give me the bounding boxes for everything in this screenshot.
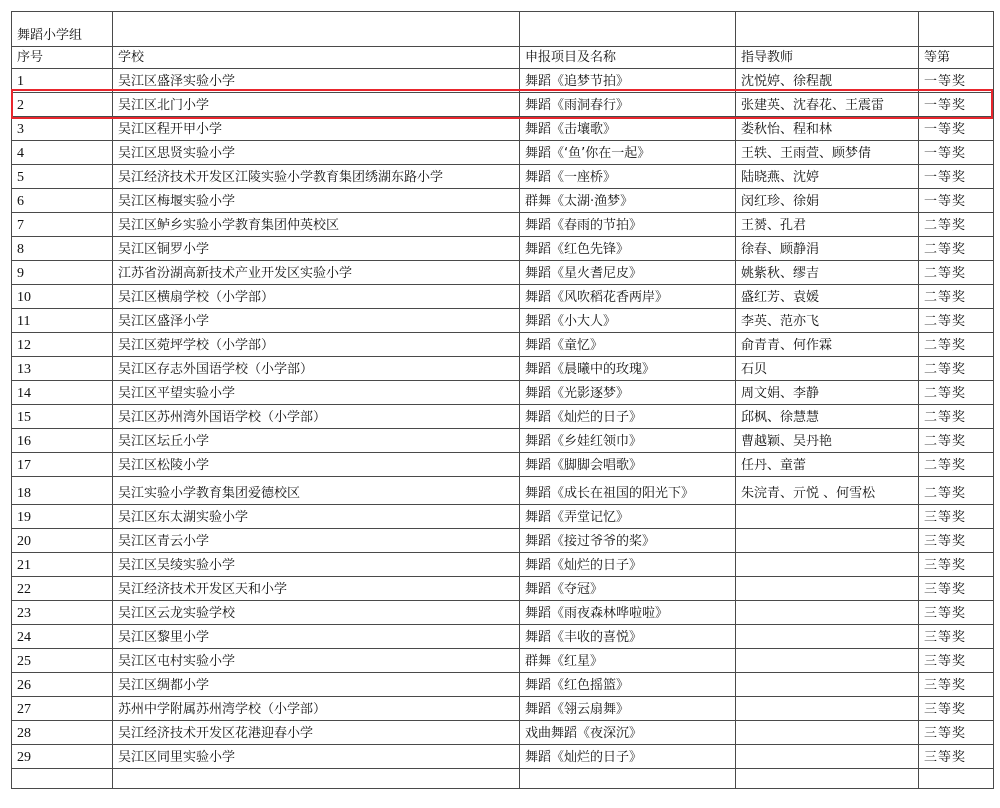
row-number: 18 — [12, 477, 113, 505]
row-number: 10 — [12, 285, 113, 309]
prize-level: 二等奖 — [919, 309, 994, 333]
prize-level: 二等奖 — [919, 429, 994, 453]
teacher-names: 曹越颖、吴丹艳 — [736, 429, 919, 453]
school-name: 吴江区盛泽小学 — [113, 309, 520, 333]
table-row — [12, 69, 994, 93]
prize-level: 二等奖 — [919, 453, 994, 477]
row-number: 12 — [12, 333, 113, 357]
header-teacher: 指导教师 — [736, 47, 919, 69]
title-row — [12, 12, 994, 47]
project-name: 舞蹈《雨洞春行》 — [520, 93, 736, 117]
prize-level: 二等奖 — [919, 285, 994, 309]
prize-level: 三等奖 — [919, 625, 994, 649]
school-name: 吴江经济技术开发区江陵实验小学教育集团绣湖东路小学 — [113, 165, 520, 189]
row-number: 13 — [12, 357, 113, 381]
teacher-names: 张建英、沈春花、王震雷 — [736, 93, 919, 117]
school-name: 吴江区东太湖实验小学 — [113, 505, 520, 529]
table-row — [12, 453, 994, 477]
prize-level: 三等奖 — [919, 505, 994, 529]
project-name: 戏曲舞蹈《夜深沉》 — [520, 721, 736, 745]
school-name: 吴江区平望实验小学 — [113, 381, 520, 405]
prize-level: 二等奖 — [919, 333, 994, 357]
teacher-names: 周文娟、李静 — [736, 381, 919, 405]
prize-level: 二等奖 — [919, 261, 994, 285]
school-name: 吴江区屯村实验小学 — [113, 649, 520, 673]
row-number: 15 — [12, 405, 113, 429]
header-no: 序号 — [12, 47, 113, 69]
teacher-names: 邱枫、徐慧慧 — [736, 405, 919, 429]
empty-cell — [520, 769, 736, 789]
row-number: 26 — [12, 673, 113, 697]
table-row — [12, 309, 994, 333]
project-name: 舞蹈《一座桥》 — [520, 165, 736, 189]
school-name: 吴江区同里实验小学 — [113, 745, 520, 769]
row-number: 21 — [12, 553, 113, 577]
row-number: 20 — [12, 529, 113, 553]
school-name: 吴江区坛丘小学 — [113, 429, 520, 453]
table-row — [12, 333, 994, 357]
project-name: 舞蹈《灿烂的日子》 — [520, 405, 736, 429]
table-row — [12, 357, 994, 381]
teacher-names: 娄秋怡、程和林 — [736, 117, 919, 141]
project-name: 舞蹈《红色摇篮》 — [520, 673, 736, 697]
row-number: 9 — [12, 261, 113, 285]
empty-cell — [736, 12, 919, 47]
table-row — [12, 553, 994, 577]
prize-level: 二等奖 — [919, 405, 994, 429]
empty-cell — [919, 12, 994, 47]
row-number: 2 — [12, 93, 113, 117]
teacher-names — [736, 673, 919, 697]
project-name: 舞蹈《脚脚会唱歌》 — [520, 453, 736, 477]
row-number: 17 — [12, 453, 113, 477]
school-name: 吴江实验小学教育集团爱德校区 — [113, 477, 520, 505]
project-name: 舞蹈《追梦节拍》 — [520, 69, 736, 93]
row-number: 16 — [12, 429, 113, 453]
teacher-names: 闵红珍、徐娟 — [736, 189, 919, 213]
teacher-names: 朱浣青、亓悦 、何雪松 — [736, 477, 919, 505]
project-name: 舞蹈《灿烂的日子》 — [520, 745, 736, 769]
teacher-names — [736, 577, 919, 601]
school-name: 吴江区菀坪学校（小学部） — [113, 333, 520, 357]
award-table — [11, 11, 994, 789]
teacher-names — [736, 625, 919, 649]
project-name: 舞蹈《灿烂的日子》 — [520, 553, 736, 577]
row-number: 22 — [12, 577, 113, 601]
row-number: 23 — [12, 601, 113, 625]
prize-level: 一等奖 — [919, 69, 994, 93]
school-name: 吴江经济技术开发区天和小学 — [113, 577, 520, 601]
project-name: 舞蹈《接过爷爷的桨》 — [520, 529, 736, 553]
teacher-names — [736, 721, 919, 745]
prize-level: 二等奖 — [919, 381, 994, 405]
teacher-names: 李英、范亦飞 — [736, 309, 919, 333]
school-name: 吴江区松陵小学 — [113, 453, 520, 477]
table-row — [12, 93, 994, 117]
project-name: 舞蹈《春雨的节拍》 — [520, 213, 736, 237]
teacher-names: 王轶、王雨萱、顾梦倩 — [736, 141, 919, 165]
school-name: 苏州中学附属苏州湾学校（小学部） — [113, 697, 520, 721]
header-row — [12, 47, 994, 69]
table-row — [12, 505, 994, 529]
row-number: 29 — [12, 745, 113, 769]
row-number: 7 — [12, 213, 113, 237]
teacher-names: 姚紫秋、缪吉 — [736, 261, 919, 285]
teacher-names — [736, 529, 919, 553]
teacher-names: 任丹、童蕾 — [736, 453, 919, 477]
project-name: 舞蹈《雨夜森林哗啦啦》 — [520, 601, 736, 625]
row-number: 24 — [12, 625, 113, 649]
prize-level: 三等奖 — [919, 745, 994, 769]
school-name: 吴江区苏州湾外国语学校（小学部） — [113, 405, 520, 429]
table-row — [12, 697, 994, 721]
table-row — [12, 141, 994, 165]
school-name: 吴江区存志外国语学校（小学部） — [113, 357, 520, 381]
teacher-names: 徐春、顾静涓 — [736, 237, 919, 261]
row-number: 27 — [12, 697, 113, 721]
empty-cell — [919, 769, 994, 789]
prize-level: 三等奖 — [919, 577, 994, 601]
prize-level: 三等奖 — [919, 529, 994, 553]
table-row — [12, 625, 994, 649]
table-row — [12, 405, 994, 429]
table-row — [12, 117, 994, 141]
table-row — [12, 745, 994, 769]
table-row — [12, 673, 994, 697]
project-name: 舞蹈《丰收的喜悦》 — [520, 625, 736, 649]
school-name: 吴江区思贤实验小学 — [113, 141, 520, 165]
table-row — [12, 237, 994, 261]
school-name: 吴江区吴绫实验小学 — [113, 553, 520, 577]
project-name: 舞蹈《翎云扇舞》 — [520, 697, 736, 721]
teacher-names: 盛红芳、袁媛 — [736, 285, 919, 309]
project-name: 舞蹈《小大人》 — [520, 309, 736, 333]
table-row — [12, 165, 994, 189]
prize-level: 三等奖 — [919, 697, 994, 721]
teacher-names: 沈悦婷、徐程靓 — [736, 69, 919, 93]
row-number: 5 — [12, 165, 113, 189]
project-name: 群舞《红星》 — [520, 649, 736, 673]
school-name: 吴江区青云小学 — [113, 529, 520, 553]
row-number: 4 — [12, 141, 113, 165]
table-title: 舞蹈小学组 — [12, 12, 113, 47]
project-name: 舞蹈《夺冠》 — [520, 577, 736, 601]
teacher-names — [736, 649, 919, 673]
project-name: 舞蹈《成长在祖国的阳光下》 — [520, 477, 736, 505]
project-name: 舞蹈《风吹稻花香两岸》 — [520, 285, 736, 309]
school-name: 吴江区绸都小学 — [113, 673, 520, 697]
row-number: 28 — [12, 721, 113, 745]
school-name: 吴江区云龙实验学校 — [113, 601, 520, 625]
table-row — [12, 529, 994, 553]
row-number: 8 — [12, 237, 113, 261]
prize-level: 一等奖 — [919, 93, 994, 117]
empty-cell — [520, 12, 736, 47]
table-row — [12, 285, 994, 309]
school-name: 江苏省汾湖高新技术产业开发区实验小学 — [113, 261, 520, 285]
project-name: 舞蹈《星火耆尼皮》 — [520, 261, 736, 285]
prize-level: 一等奖 — [919, 165, 994, 189]
row-number: 11 — [12, 309, 113, 333]
prize-level: 三等奖 — [919, 673, 994, 697]
prize-level: 三等奖 — [919, 649, 994, 673]
row-number: 1 — [12, 69, 113, 93]
prize-level: 一等奖 — [919, 141, 994, 165]
teacher-names — [736, 553, 919, 577]
empty-cell — [113, 769, 520, 789]
project-name: 群舞《太湖·渔梦》 — [520, 189, 736, 213]
project-name: 舞蹈《光影逐梦》 — [520, 381, 736, 405]
project-name: 舞蹈《晨曦中的玫瑰》 — [520, 357, 736, 381]
project-name: 舞蹈《弄堂记忆》 — [520, 505, 736, 529]
project-name: 舞蹈《‘鱼’你在一起》 — [520, 141, 736, 165]
prize-level: 二等奖 — [919, 237, 994, 261]
school-name: 吴江区梅堰实验小学 — [113, 189, 520, 213]
teacher-names: 俞青青、何作霖 — [736, 333, 919, 357]
table-row — [12, 577, 994, 601]
prize-level: 一等奖 — [919, 117, 994, 141]
prize-level: 一等奖 — [919, 189, 994, 213]
teacher-names — [736, 697, 919, 721]
teacher-names: 陆晓燕、沈婷 — [736, 165, 919, 189]
school-name: 吴江区程开甲小学 — [113, 117, 520, 141]
school-name: 吴江区黎里小学 — [113, 625, 520, 649]
project-name: 舞蹈《童忆》 — [520, 333, 736, 357]
row-number: 25 — [12, 649, 113, 673]
prize-level: 三等奖 — [919, 553, 994, 577]
empty-row — [12, 769, 994, 789]
table-row — [12, 429, 994, 453]
header-project: 申报项目及名称 — [520, 47, 736, 69]
prize-level: 三等奖 — [919, 601, 994, 625]
project-name: 舞蹈《红色先锋》 — [520, 237, 736, 261]
empty-cell — [12, 769, 113, 789]
teacher-names: 王赟、孔君 — [736, 213, 919, 237]
table-row — [12, 477, 994, 505]
row-number: 6 — [12, 189, 113, 213]
row-number: 14 — [12, 381, 113, 405]
table-row — [12, 261, 994, 285]
teacher-names — [736, 745, 919, 769]
school-name: 吴江区横扇学校（小学部） — [113, 285, 520, 309]
table-row — [12, 189, 994, 213]
teacher-names — [736, 601, 919, 625]
row-number: 19 — [12, 505, 113, 529]
header-school: 学校 — [113, 47, 520, 69]
empty-cell — [736, 769, 919, 789]
school-name: 吴江区铜罗小学 — [113, 237, 520, 261]
prize-level: 二等奖 — [919, 357, 994, 381]
row-number: 3 — [12, 117, 113, 141]
empty-cell — [113, 12, 520, 47]
table-row — [12, 381, 994, 405]
teacher-names — [736, 505, 919, 529]
prize-level: 二等奖 — [919, 477, 994, 505]
table-row — [12, 721, 994, 745]
table-row — [12, 601, 994, 625]
table-row — [12, 649, 994, 673]
prize-level: 二等奖 — [919, 213, 994, 237]
school-name: 吴江区盛泽实验小学 — [113, 69, 520, 93]
prize-level: 三等奖 — [919, 721, 994, 745]
teacher-names: 石贝 — [736, 357, 919, 381]
school-name: 吴江经济技术开发区花港迎春小学 — [113, 721, 520, 745]
project-name: 舞蹈《乡娃红领巾》 — [520, 429, 736, 453]
table-row — [12, 213, 994, 237]
header-prize: 等第 — [919, 47, 994, 69]
project-name: 舞蹈《击壤歌》 — [520, 117, 736, 141]
school-name: 吴江区北门小学 — [113, 93, 520, 117]
school-name: 吴江区鲈乡实验小学教育集团仲英校区 — [113, 213, 520, 237]
